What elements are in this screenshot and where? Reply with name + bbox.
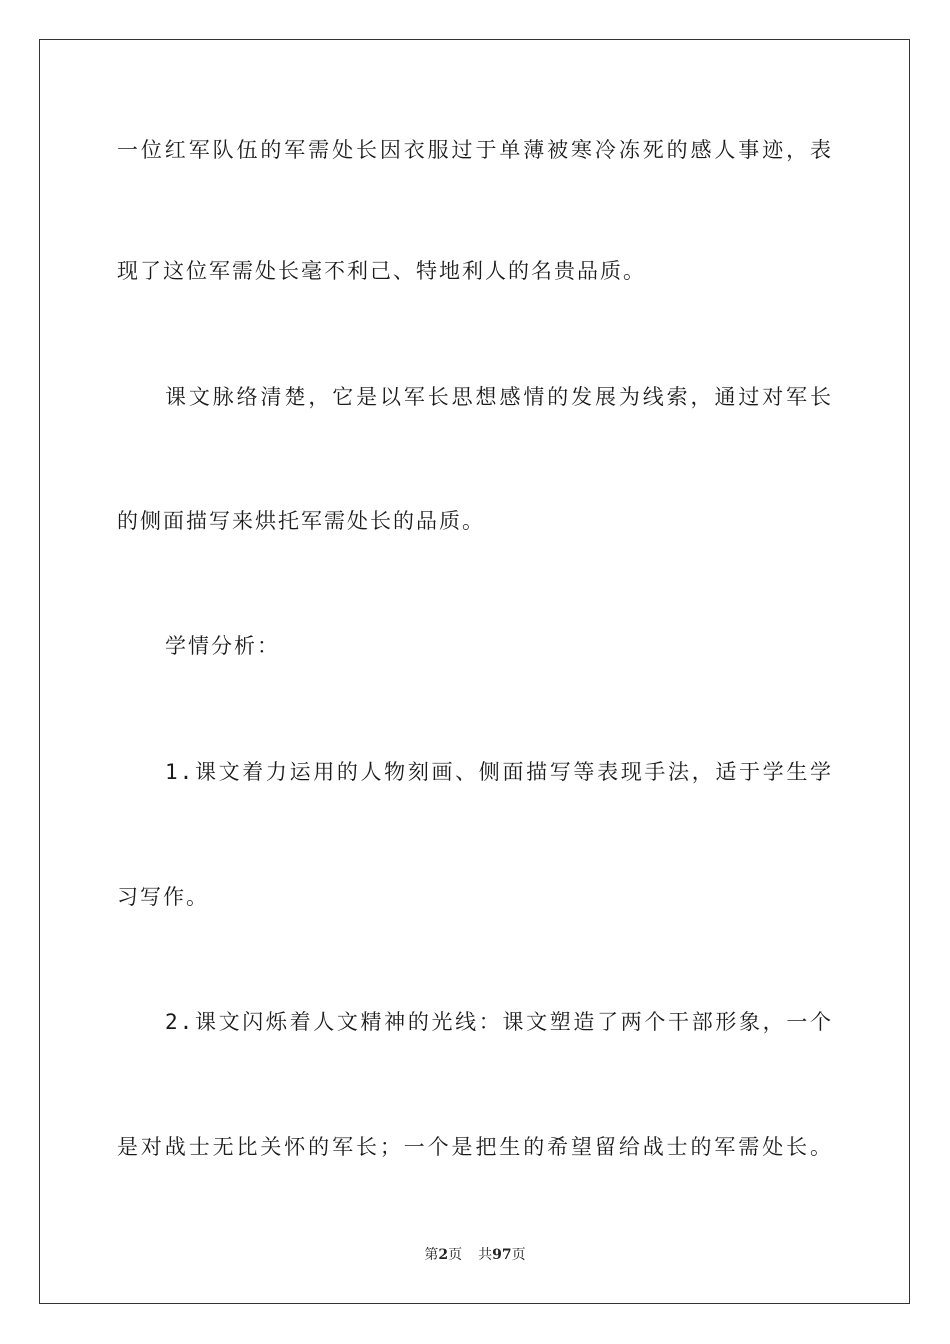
section-heading: 学情分析：: [165, 634, 280, 658]
footer-page-suffix: 页: [448, 1247, 463, 1263]
list-item-1-line-2: 习写作。: [117, 885, 209, 909]
page-footer: [0, 1245, 950, 1265]
footer-page-prefix: 第: [424, 1247, 439, 1263]
list-item-1-line-1: 1.课文着力运用的人物刻画、侧面描写等表现手法，适于学生学: [165, 760, 833, 784]
footer-total-pages: 97: [492, 1247, 512, 1263]
paragraph-line-1: 一位红军队伍的军需处长因衣服过于单薄被寒冷冻死的感人事迹，表: [117, 138, 833, 162]
paragraph-line-2: 现了这位军需处长毫不利己、特地利人的名贵品质。: [117, 259, 646, 283]
paragraph-line-4: 的侧面描写来烘托军需处长的品质。: [117, 509, 485, 533]
footer-page-number: 2: [438, 1247, 449, 1263]
footer-total-prefix: 共: [478, 1247, 493, 1263]
paragraph-line-3: 课文脉络清楚，它是以军长思想感情的发展为线索，通过对军长: [165, 385, 833, 409]
list-item-2-line-1: 2.课文闪烁着人文精神的光线：课文塑造了两个干部形象，一个: [165, 1010, 833, 1034]
list-item-2-line-2: 是对战士无比关怀的军长；一个是把生的希望留给战士的军需处长。: [117, 1135, 833, 1159]
page-border: [39, 39, 910, 1304]
footer-total-suffix: 页: [511, 1247, 526, 1263]
